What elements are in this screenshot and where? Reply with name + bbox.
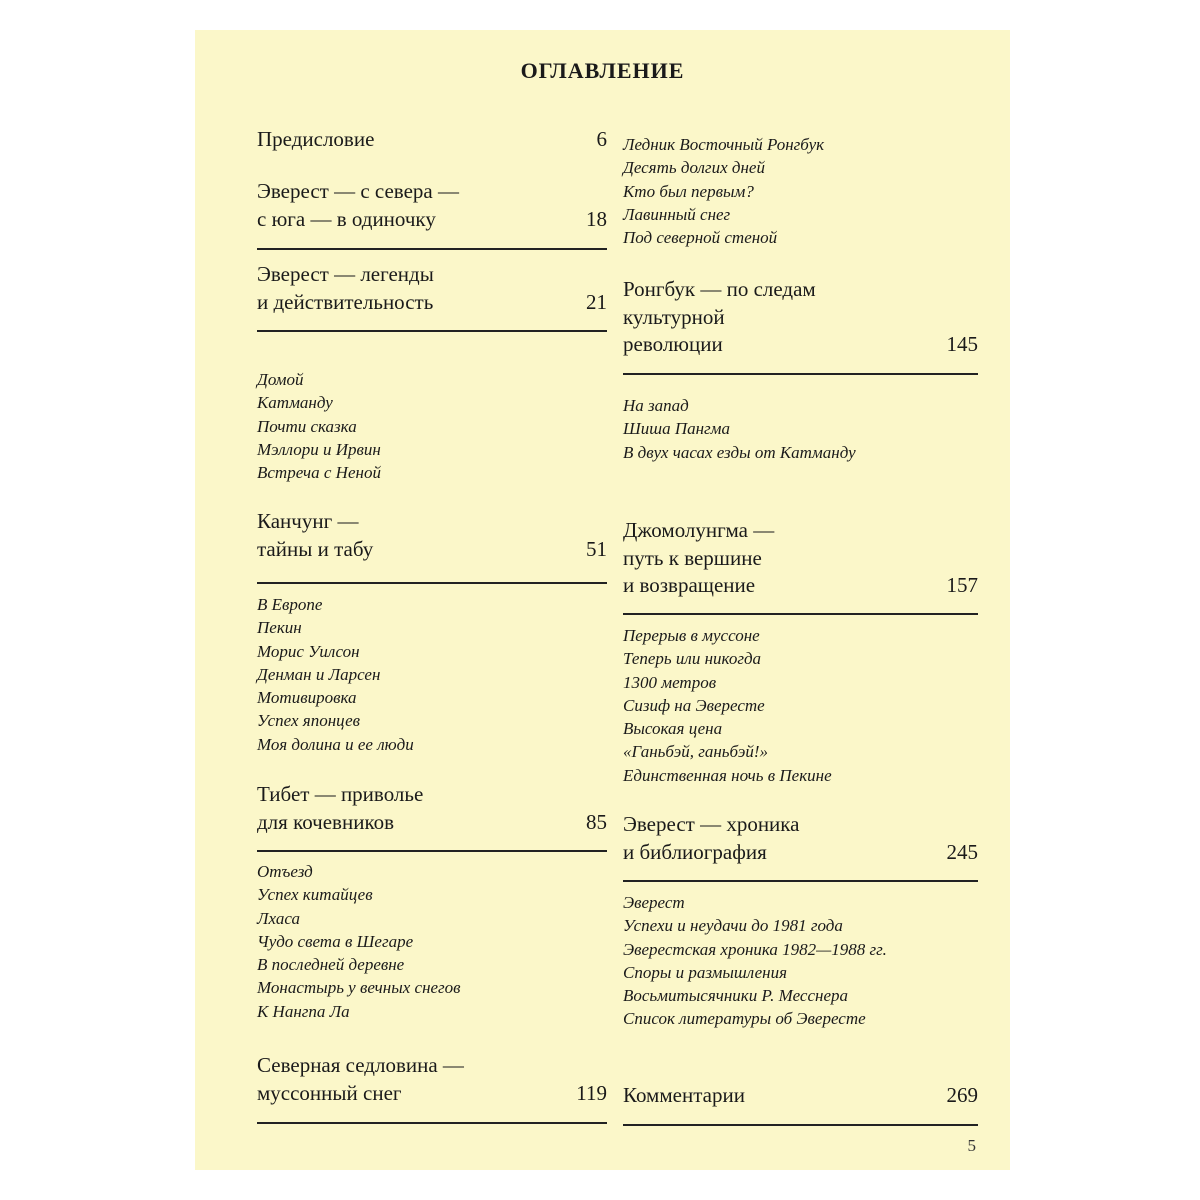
section-item[interactable]: Лавинный снег: [623, 204, 731, 224]
divider: [623, 1124, 978, 1126]
section-item[interactable]: Монастырь у вечных снегов: [257, 978, 461, 998]
section-item[interactable]: Десять долгих дней: [623, 158, 765, 178]
chapter-title-line: Эверест — с севера —: [257, 179, 459, 203]
divider: [623, 880, 978, 882]
chapter-title-line: путь к вершине: [623, 545, 762, 570]
section-list: [623, 394, 978, 464]
section-item[interactable]: В Европе: [257, 595, 323, 614]
chapter-title-line: Джомолунгма —: [623, 518, 775, 542]
section-item[interactable]: Катманду: [257, 393, 333, 413]
section-item[interactable]: Теперь или никогда: [623, 649, 762, 669]
chapter-title-line: с юга — в одиночку: [257, 206, 436, 231]
section-item[interactable]: Эверестская хроника 1982—1988 гг.: [623, 939, 887, 959]
divider: [257, 248, 607, 250]
chapter-title-line: революции: [623, 332, 723, 356]
section-item[interactable]: Высокая цена: [623, 719, 723, 739]
chapter-title-line: и возвращение: [623, 573, 756, 597]
chapter-title-line: Предисловие: [257, 127, 375, 151]
chapter-page: 119: [576, 1080, 607, 1105]
section-item[interactable]: В двух часах езды от Катманду: [623, 442, 856, 462]
section-list: [623, 624, 978, 787]
chapter-page: 18: [586, 206, 607, 231]
chapter-title-line: и библиография: [623, 839, 767, 864]
divider: [257, 582, 607, 584]
chapter-title-line: Эверест — легенды: [257, 262, 434, 286]
toc-chapter[interactable]: [257, 508, 607, 563]
section-item[interactable]: В последней деревне: [257, 955, 405, 975]
section-item[interactable]: Ледник Восточный Ронгбук: [623, 135, 825, 154]
section-item[interactable]: Встреча с Неной: [257, 463, 381, 483]
section-item[interactable]: Домой: [257, 370, 304, 389]
toc-chapter[interactable]: [257, 261, 607, 316]
section-list: [257, 860, 607, 1023]
chapter-title-line: Ронгбук — по следам: [623, 277, 816, 301]
section-item[interactable]: Восьмитысячники Р. Месснера: [623, 986, 848, 1006]
toc-chapter[interactable]: [623, 517, 978, 600]
section-item[interactable]: Под северной стеной: [623, 228, 778, 248]
section-list: [257, 593, 607, 756]
section-list: [623, 133, 978, 249]
toc-chapter[interactable]: [623, 811, 978, 866]
divider: [623, 613, 978, 615]
section-item[interactable]: Успех китайцев: [257, 885, 373, 905]
section-item[interactable]: Чудо света в Шегаре: [257, 931, 414, 951]
section-item[interactable]: Успехи и неудачи до 1981 года: [623, 916, 843, 936]
chapter-title-line: Канчунг —: [257, 509, 359, 533]
chapter-page: 21: [586, 289, 607, 314]
divider: [257, 850, 607, 852]
divider: [257, 1122, 607, 1124]
section-list: [623, 891, 978, 1031]
page-title: ОГЛАВЛЕНИЕ: [520, 58, 685, 83]
section-item[interactable]: К Нангпа Ла: [257, 1001, 350, 1021]
toc-chapter[interactable]: [257, 781, 607, 836]
chapter-title-line: культурной: [623, 304, 725, 329]
section-item[interactable]: Сизиф на Эвересте: [623, 695, 765, 715]
divider: [257, 330, 607, 332]
chapter-page: 85: [586, 809, 607, 834]
section-item[interactable]: Морис Уилсон: [257, 641, 360, 661]
toc-chapter[interactable]: [623, 276, 978, 359]
chapter-title-line: Северная седловина —: [257, 1053, 464, 1077]
toc-chapter[interactable]: [257, 178, 607, 233]
section-item[interactable]: Мотивировка: [257, 688, 357, 708]
chapter-page: 51: [586, 536, 607, 561]
chapter-title-line: Комментарии: [623, 1083, 745, 1107]
section-list: [257, 368, 607, 484]
section-item[interactable]: Моя долина и ее люди: [257, 734, 414, 754]
chapter-page: 269: [946, 1083, 978, 1107]
section-item[interactable]: 1300 метров: [623, 672, 717, 692]
section-item[interactable]: Успех японцев: [257, 711, 360, 731]
chapter-title-line: и действительность: [257, 289, 434, 314]
chapter-page: 6: [596, 127, 607, 151]
chapter-title-line: для кочевников: [257, 809, 394, 834]
chapter-title-line: муссонный снег: [257, 1080, 402, 1105]
chapter-title-line: Эверест — хроника: [623, 812, 800, 836]
section-item[interactable]: Список литературы об Эвересте: [623, 1009, 866, 1029]
section-item[interactable]: Споры и размышления: [623, 962, 787, 982]
page-number: 5: [967, 1136, 976, 1155]
chapter-title-line: тайны и табу: [257, 536, 374, 561]
section-item[interactable]: Перерыв в муссоне: [623, 626, 760, 645]
section-item[interactable]: Мэллори и Ирвин: [257, 439, 381, 459]
section-item[interactable]: Отъезд: [257, 862, 313, 881]
section-item[interactable]: Эверест: [623, 893, 685, 912]
chapter-page: 157: [946, 573, 978, 597]
section-item[interactable]: Пекин: [257, 618, 302, 638]
toc-chapter[interactable]: [257, 126, 607, 154]
section-item[interactable]: Денман и Ларсен: [257, 664, 381, 684]
divider: [623, 373, 978, 375]
section-item[interactable]: Единственная ночь в Пекине: [623, 765, 832, 785]
section-item[interactable]: Лхаса: [257, 908, 300, 928]
chapter-page: 245: [946, 839, 978, 864]
toc-chapter[interactable]: [257, 1052, 607, 1107]
section-item[interactable]: Кто был первым?: [623, 181, 754, 201]
toc-chapter[interactable]: [623, 1082, 978, 1110]
section-item[interactable]: Почти сказка: [257, 416, 357, 436]
chapter-title-line: Тибет — приволье: [257, 782, 424, 806]
section-item[interactable]: На запад: [623, 396, 689, 415]
section-item[interactable]: «Ганьбэй, ганьбэй!»: [623, 742, 769, 762]
book-page: [195, 30, 1010, 1170]
chapter-page: 145: [946, 332, 978, 356]
section-item[interactable]: Шиша Пангма: [623, 419, 731, 439]
